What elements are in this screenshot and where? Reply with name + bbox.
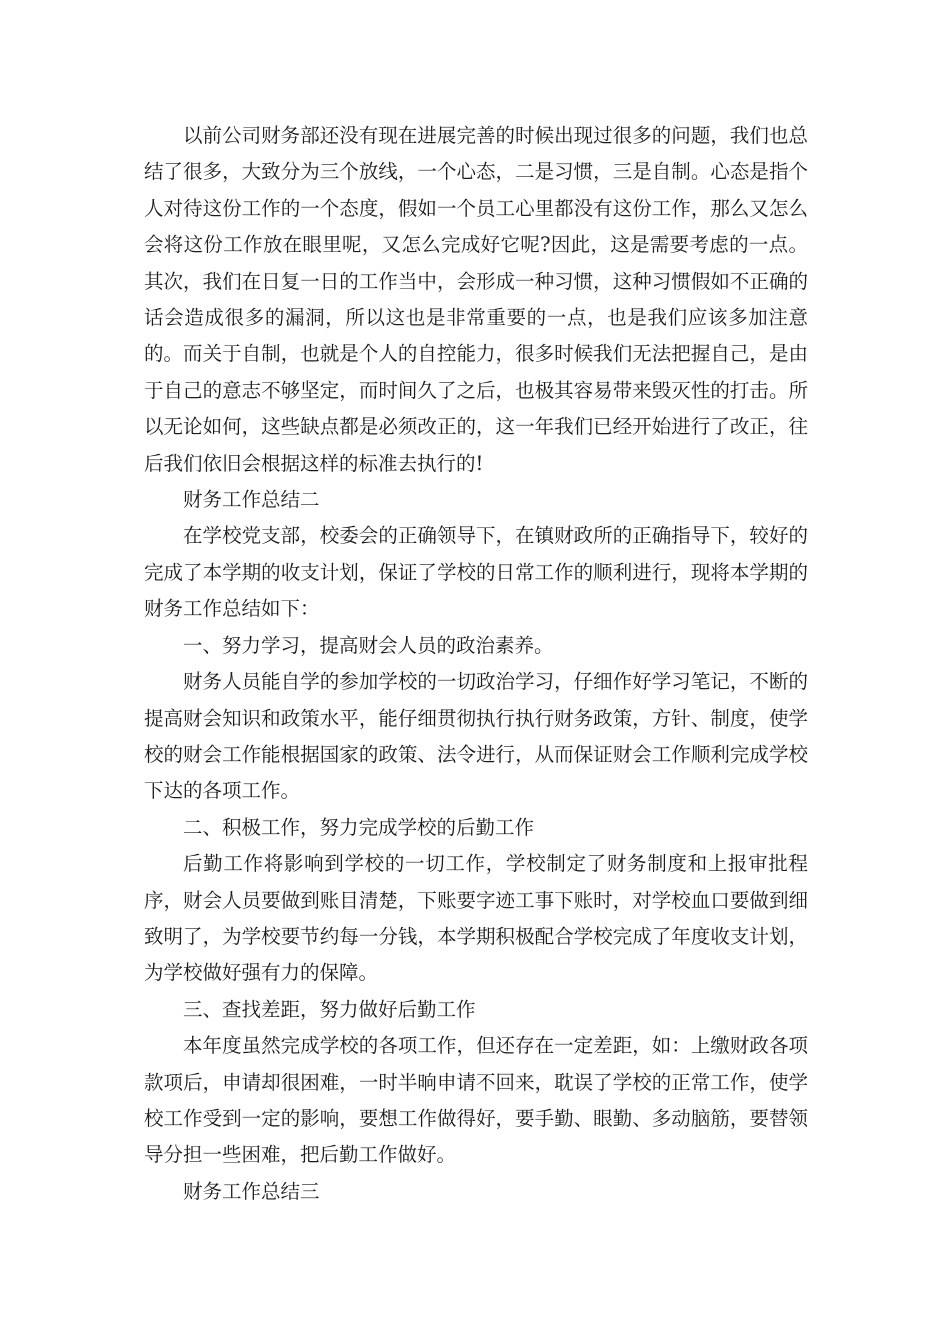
paragraph-intro: 以前公司财务部还没有现在进展完善的时候出现过很多的问题，我们也总结了很多，大致分为三个放线，一个心态，二是习惯，三是自制。心态是指个人对待这份工作的一个态度，假如一个员工心里都没有这份工作，那么又怎么会将这份工作放在眼里呢，又怎么完成好它呢?因此，这是需要考虑的一点。其次，我们在日复一日的工作当中，会形成一种习惯，这种习惯假如不正确的话会造成很多的漏洞，所以这也是非常重要的一点，也是我们应该多加注意的。而关于自制，也就是个人的自控能力，很多时候我们无法把握自己，是由于自己的意志不够坚定，而时间久了之后，也极其容易带来毁灭性的打击。所以无论如何，这些缺点都是必须改正的，这一年我们已经开始进行了改正，往后我们依旧会根据这样的标准去执行的! [144, 124, 808, 475]
paragraph-summary-two-intro: 在学校党支部，校委会的正确领导下，在镇财政所的正确指导下，较好的完成了本学期的收支计划，保证了学校的日常工作的顺利进行，现将本学期的财务工作总结如下： [144, 524, 808, 621]
section-title-summary-three: 财务工作总结三 [183, 1179, 320, 1203]
paragraph-gaps: 本年度虽然完成学校的各项工作，但还存在一定差距，如：上缴财政各项款项后，申请却很困难，一时半晌申请不回来，耽误了学校的正常工作，使学校工作受到一定的影响，要想工作做得好，要手勤、眼勤、多动脑筋，要替领导分担一些困难，把后勤工作做好。 [144, 1034, 808, 1167]
section-title-summary-two: 财务工作总结二 [183, 488, 320, 512]
paragraph-study: 财务人员能自学的参加学校的一切政治学习，仔细作好学习笔记，不断的提高财会知识和政策水平，能仔细贯彻执行执行财务政策，方针、制度，使学校的财会工作能根据国家的政策、法令进行，从而保证财会工作顺利完成学校下达的各项工作。 [144, 670, 808, 803]
subheading-logistics: 二、积极工作，努力完成学校的后勤工作 [183, 815, 535, 839]
subheading-gaps: 三、查找差距，努力做好后勤工作 [183, 997, 476, 1021]
paragraph-logistics: 后勤工作将影响到学校的一切工作，学校制定了财务制度和上报审批程序，财会人员要做到账目清楚，下账要字迹工事下账时，对学校血口要做到细致明了，为学校要节约每一分钱，本学期积极配合学校完成了年度收支计划，为学校做好强有力的保障。 [144, 852, 808, 985]
document-body [144, 118, 808, 1210]
subheading-study: 一、努力学习，提高财会人员的政治素养。 [183, 633, 554, 657]
